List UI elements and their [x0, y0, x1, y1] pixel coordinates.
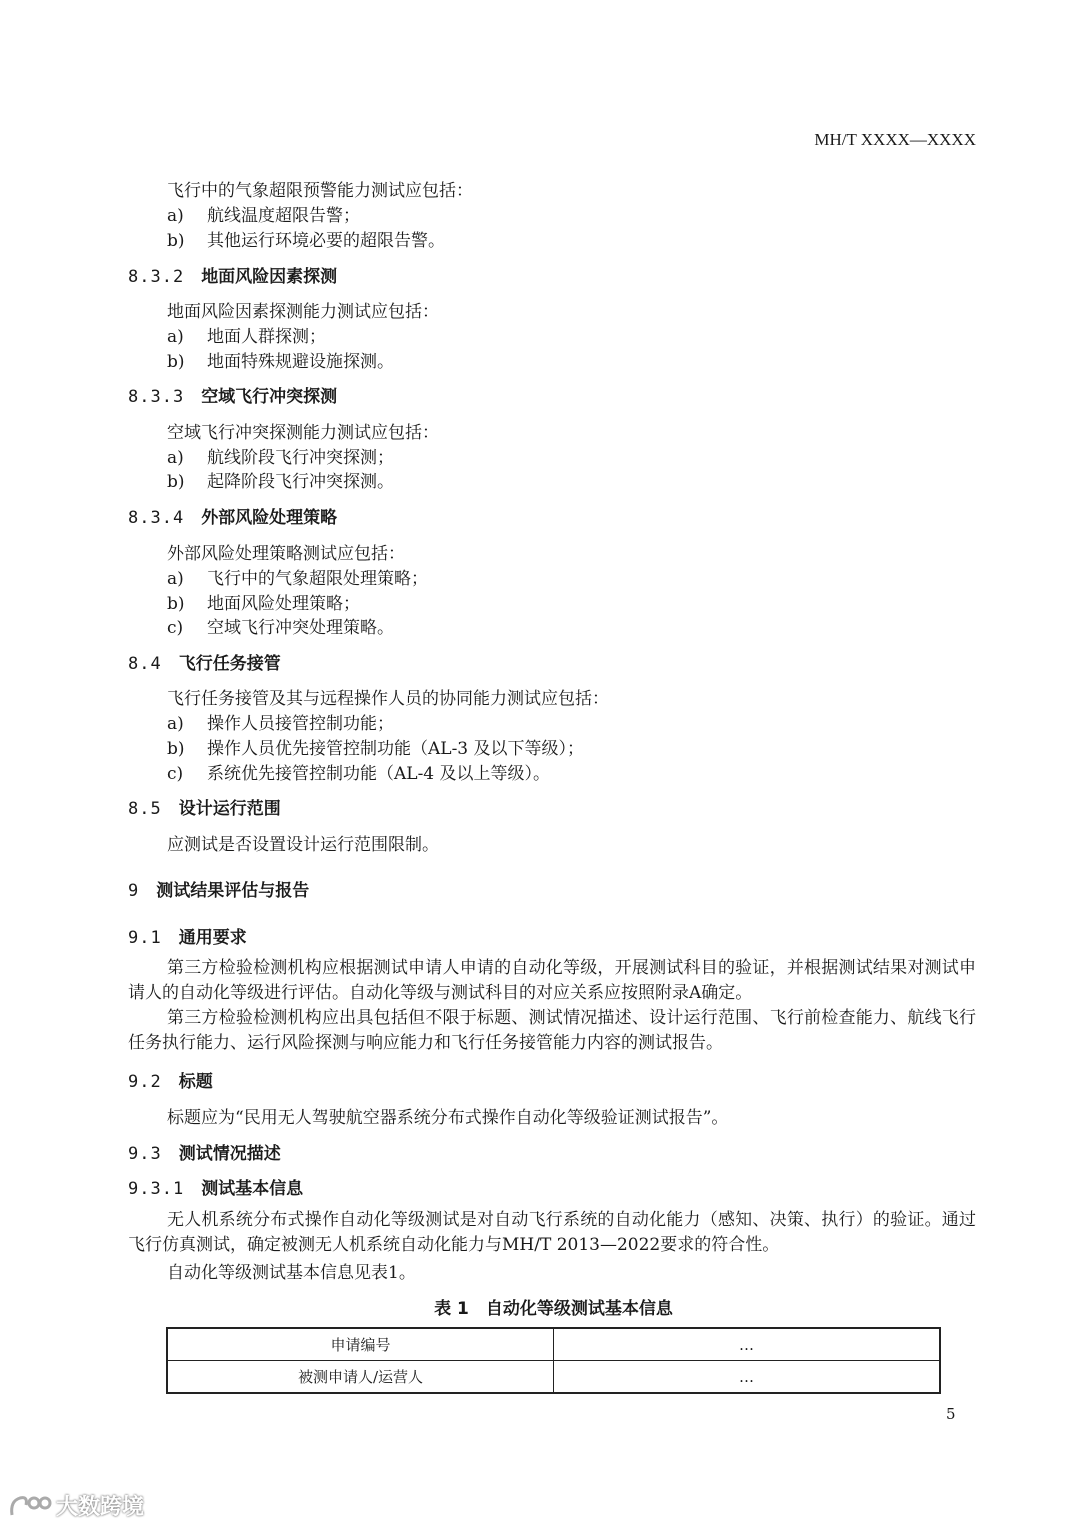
list-marker: a) [167, 448, 184, 468]
section-number: 8.4 [128, 654, 162, 674]
section-title: 测试结果评估与报告 [156, 881, 310, 901]
list-item [167, 759, 550, 784]
section-heading-9-3-1 [128, 1174, 303, 1199]
table-cell-label: 被测申请人/运营人 [167, 1361, 554, 1394]
list-item [167, 226, 445, 251]
list-text: 操作人员优先接管控制功能（AL-3 及以下等级）； [207, 739, 585, 759]
section-heading-8-5 [128, 794, 281, 819]
section-heading-9-3 [128, 1139, 281, 1164]
paragraph: 第三方检验检测机构应根据测试申请人申请的自动化等级，开展测试科目的验证，并根据测试结果对测试申请人的自动化等级进行评估。自动化等级与测试科目的对应关系应按照附录A确定。 [128, 958, 976, 1003]
watermark-logo-icon [8, 1493, 52, 1519]
list-marker: b) [167, 352, 185, 372]
list-marker: b) [167, 472, 185, 492]
list-marker: a) [167, 327, 184, 347]
section-number: 8.3.3 [128, 387, 185, 407]
section-number: 9.2 [128, 1072, 162, 1092]
section-number: 8.5 [128, 799, 162, 819]
section-title: 空域飞行冲突探测 [201, 387, 338, 407]
list-item [167, 564, 428, 589]
list-marker: b) [167, 739, 185, 759]
list-marker: a) [167, 206, 184, 226]
list-text: 起降阶段飞行冲突探测。 [207, 472, 394, 492]
list-item [167, 322, 326, 347]
list-item [167, 734, 584, 759]
list-marker: b) [167, 594, 185, 614]
section-number: 8.3.4 [128, 508, 185, 528]
list-text: 地面风险处理策略； [207, 594, 360, 614]
list-marker: a) [167, 714, 184, 734]
section-heading-8-3-4 [128, 503, 337, 528]
list-item [167, 201, 360, 226]
list-item [167, 347, 394, 372]
section-number: 9.1 [128, 928, 162, 948]
list-marker: a) [167, 569, 184, 589]
section-title: 外部风险处理策略 [201, 508, 338, 528]
section-number: 9.3.1 [128, 1179, 185, 1199]
paragraph: 标题应为“民用无人驾驶航空器系统分布式操作自动化等级验证测试报告”。 [167, 1108, 729, 1128]
section-title: 飞行任务接管 [178, 654, 281, 674]
paragraph: 外部风险处理策略测试应包括： [167, 544, 405, 564]
list-text: 空域飞行冲突处理策略。 [207, 618, 394, 638]
info-table [166, 1327, 941, 1394]
paragraph: 空域飞行冲突探测能力测试应包括： [167, 423, 439, 443]
paragraph: 飞行中的气象超限预警能力测试应包括： [167, 181, 473, 201]
list-item [167, 467, 394, 492]
list-text: 地面人群探测； [207, 327, 326, 347]
section-heading-9-2 [128, 1067, 213, 1092]
section-title: 标题 [178, 1072, 213, 1092]
list-item [167, 613, 394, 638]
paragraph: 第三方检验检测机构应出具包括但不限于标题、测试情况描述、设计运行范围、飞行前检查能力、航线飞行任务执行能力、运行风险探测与响应能力和飞行任务接管能力内容的测试报告。 [128, 1008, 976, 1053]
section-heading-8-3-2 [128, 262, 337, 287]
paragraph: 地面风险因素探测能力测试应包括： [167, 302, 439, 322]
standard-number: MH/T XXXX—XXXX [814, 130, 976, 149]
section-heading-8-3-3 [128, 382, 337, 407]
section-number: 9.3 [128, 1144, 162, 1164]
list-marker: c) [167, 764, 184, 784]
list-text: 操作人员接管控制功能； [207, 714, 394, 734]
list-text: 航线阶段飞行冲突探测； [207, 448, 394, 468]
paragraph: 自动化等级测试基本信息见表1。 [167, 1263, 416, 1283]
list-text: 飞行中的气象超限处理策略； [207, 569, 428, 589]
section-number: 8.3.2 [128, 267, 185, 287]
section-heading-9-1 [128, 923, 247, 948]
table-cell-value: … [554, 1328, 941, 1361]
list-item [167, 589, 360, 614]
list-item [167, 709, 394, 734]
list-text: 其他运行环境必要的超限告警。 [207, 231, 445, 251]
list-text: 航线温度超限告警； [207, 206, 360, 226]
list-marker: c) [167, 618, 184, 638]
paragraph: 飞行任务接管及其与远程操作人员的协同能力测试应包括： [167, 689, 609, 709]
list-text: 系统优先接管控制功能（AL-4 及以上等级）。 [207, 764, 551, 784]
section-title: 设计运行范围 [178, 799, 281, 819]
table-cell-value: … [554, 1361, 941, 1394]
section-title: 地面风险因素探测 [201, 267, 338, 287]
section-title: 测试基本信息 [201, 1179, 304, 1199]
section-heading-8-4 [128, 649, 281, 674]
paragraph: 应测试是否设置设计运行范围限制。 [167, 835, 439, 855]
watermark-text: 大数跨境 [56, 1495, 145, 1520]
watermark [8, 1490, 144, 1521]
paragraph: 无人机系统分布式操作自动化等级测试是对自动飞行系统的自动化能力（感知、决策、执行）的验证。通过飞行仿真测试，确定被测无人机系统自动化能力与MH/T 2013—2022要求的符合性。 [128, 1210, 976, 1255]
list-item [167, 443, 394, 468]
list-text: 地面特殊规避设施探测。 [207, 352, 394, 372]
page-number: 5 [946, 1405, 956, 1423]
section-title: 通用要求 [178, 928, 247, 948]
list-marker: b) [167, 231, 185, 251]
section-number: 9 [128, 881, 140, 901]
section-title: 测试情况描述 [178, 1144, 281, 1164]
table-row [167, 1361, 940, 1394]
section-heading-9 [128, 876, 309, 901]
table-caption: 表 1 自动化等级测试基本信息 [434, 1299, 673, 1319]
table-row [167, 1328, 940, 1361]
table-cell-label: 申请编号 [167, 1328, 554, 1361]
